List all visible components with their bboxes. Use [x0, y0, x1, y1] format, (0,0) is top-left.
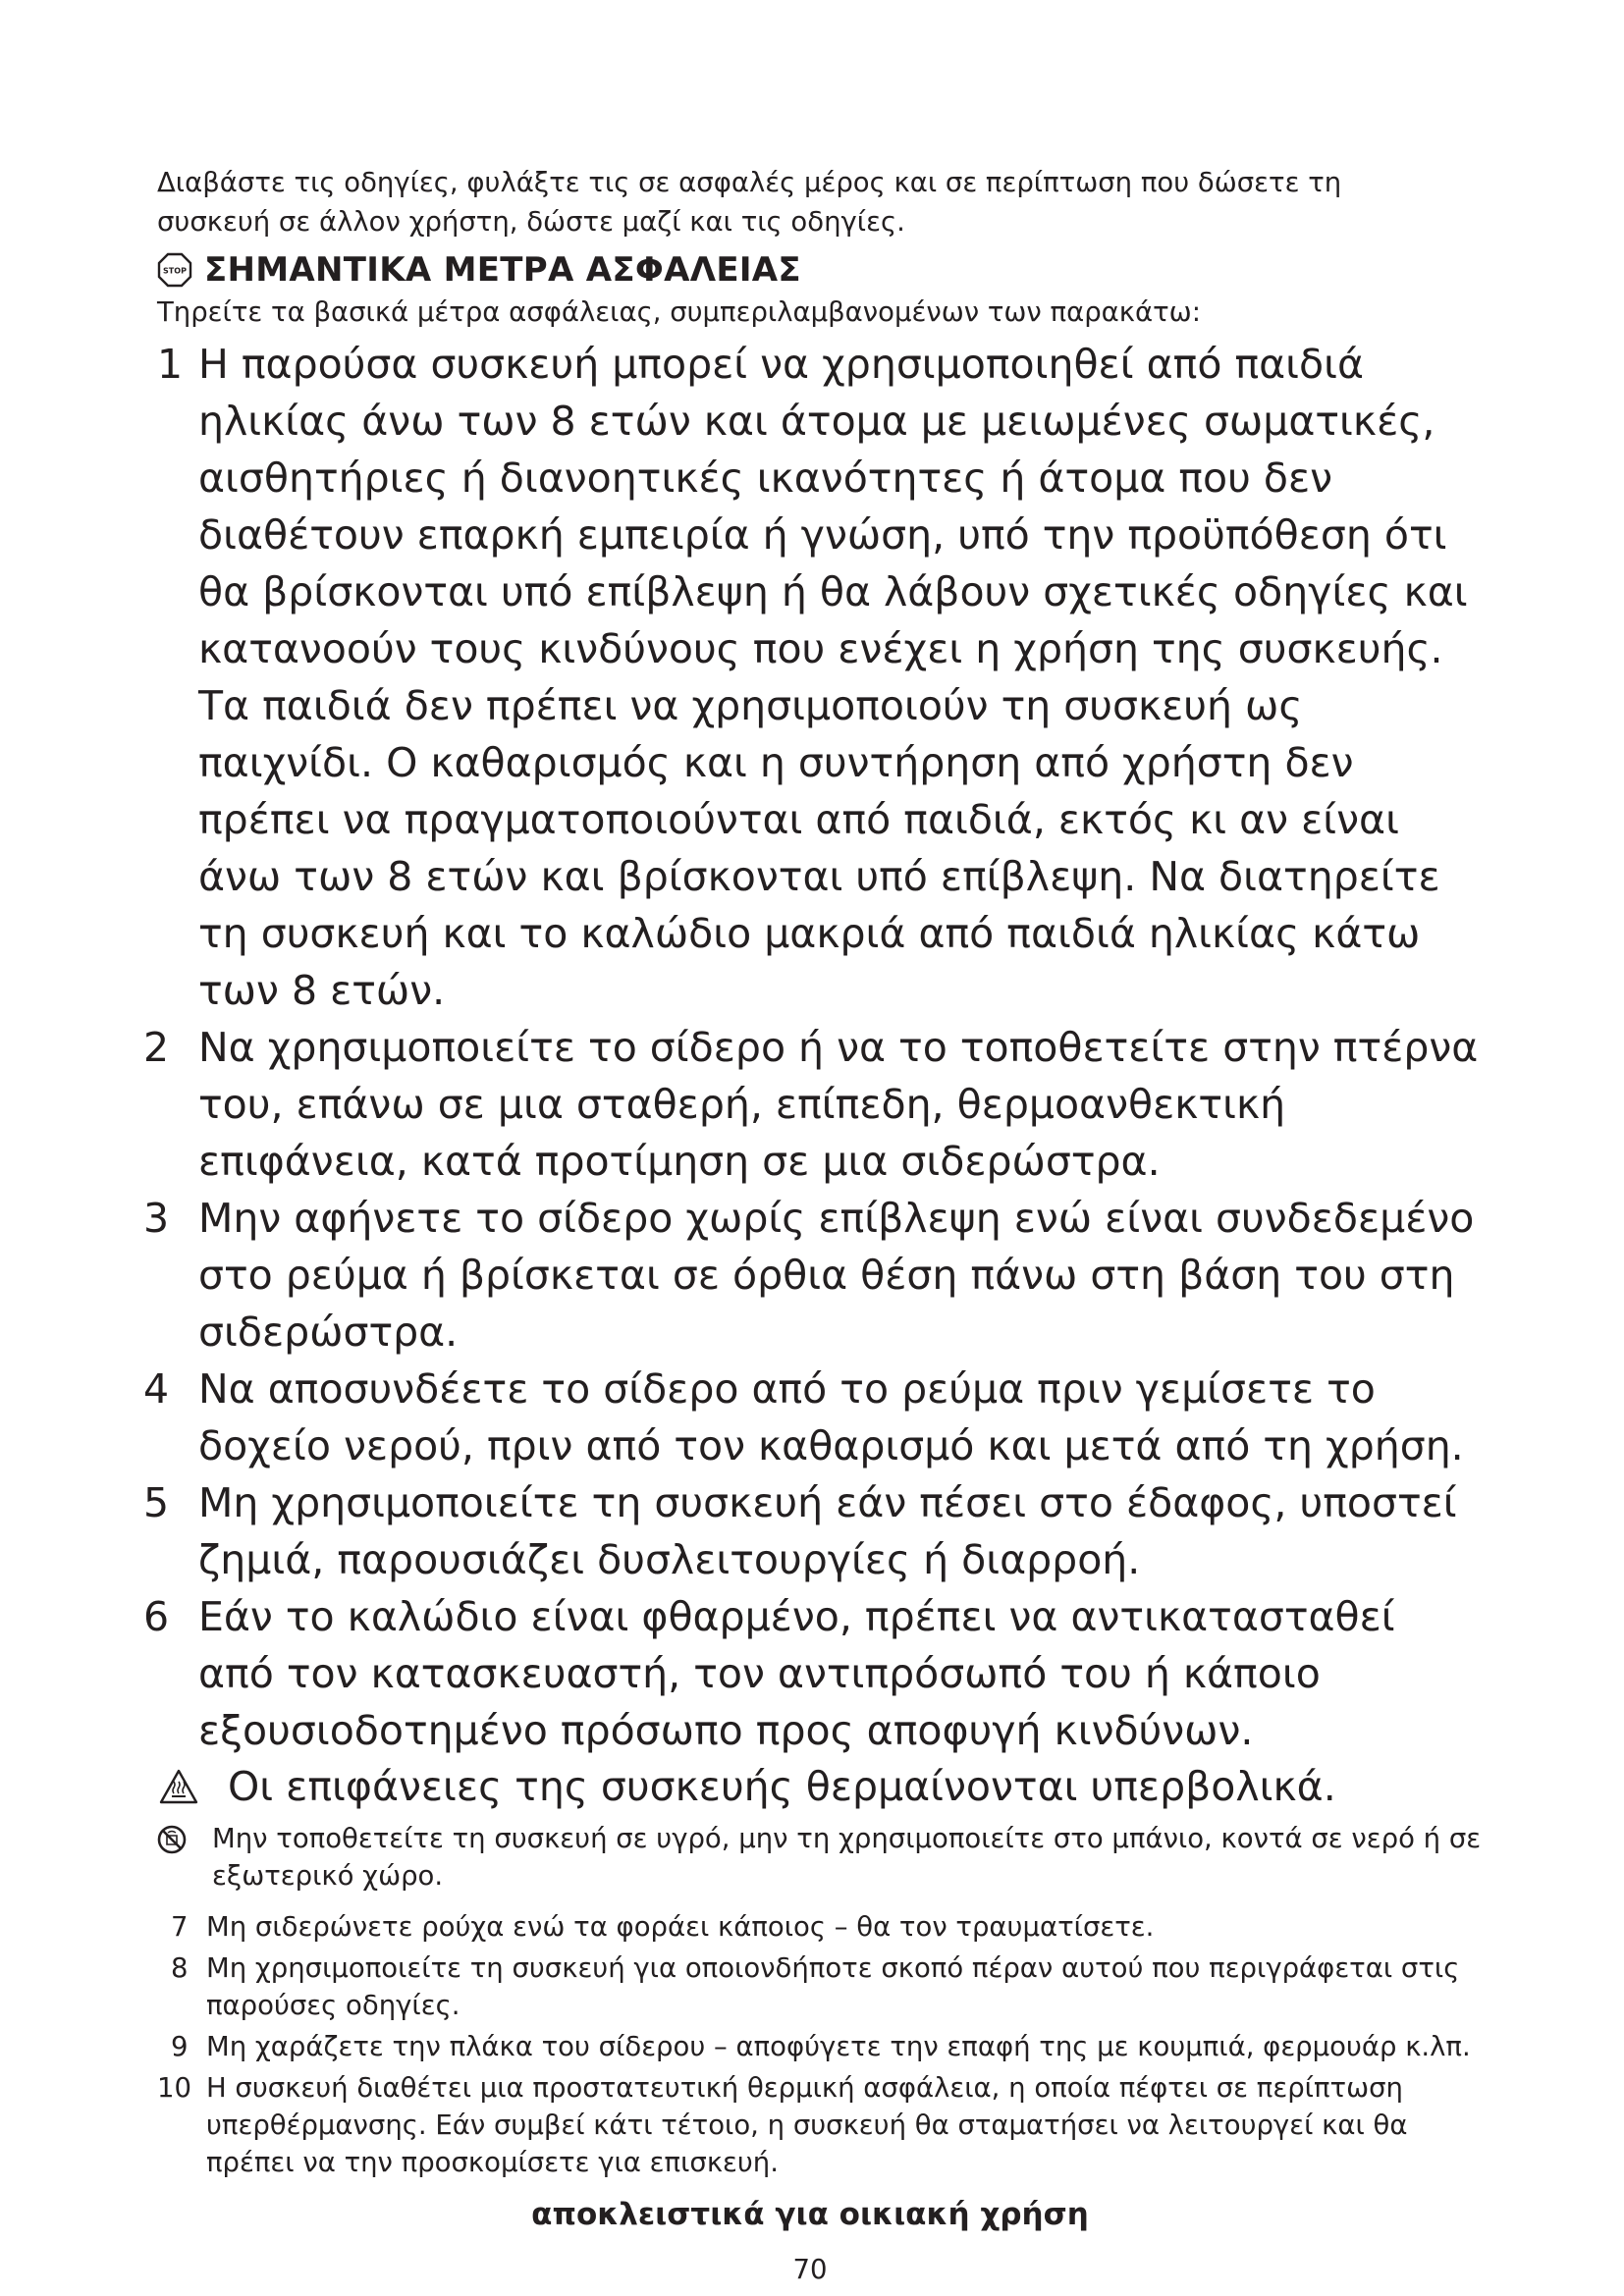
item-text: Μη χρησιμοποιείτε τη συσκευή για οποιονδήποτε σκοπό πέραν αυτού που περιγράφεται στις παρούσες οδηγίες. [206, 1952, 1460, 2021]
no-water-icon [157, 1825, 187, 1854]
water-warning [157, 1820, 1483, 1895]
water-warning-text: Μην τοποθετείτε τη συσκευή σε υγρό, μην τη χρησιμοποιείτε στο μπάνιο, κοντά σε νερό ή σε εξωτερικό χώρο. [212, 1823, 1482, 1892]
item-number: 1 [157, 341, 184, 388]
list-item [143, 1474, 1483, 1588]
item-number: 8 [171, 1952, 189, 1984]
item-text: Μην αφήνετε το σίδερο χωρίς επίβλεψη ενώ είναι συνδεδεμένο στο ρεύμα ή βρίσκεται σε όρθια θέση πάνω στη βάση του στη σιδερώστρα. [198, 1195, 1475, 1356]
item-text: Να αποσυνδέετε το σίδερο από το ρεύμα πριν γεμίσετε το δοχείο νερού, πριν από τον καθαρισμό και μετά από τη χρήση. [198, 1365, 1464, 1469]
item-text: Να χρησιμοποιείτε το σίδερο ή να το τοποθετείτε στην πτέρνα του, επάνω σε μια σταθερή, επίπεδη, θερμοανθεκτική επιφάνεια, κατά προτίμηση σε μια σιδερώστρα. [198, 1024, 1479, 1185]
hot-surface-warning [157, 1759, 1483, 1814]
list-item [143, 1190, 1483, 1361]
list-item [157, 1908, 1483, 1946]
list-item [143, 1361, 1483, 1474]
list-item [143, 1019, 1483, 1190]
page-number: 70 [792, 2254, 828, 2285]
household-use-note: αποκλειστικά για οικιακή χρήση [531, 2197, 1089, 2232]
list-item [157, 2069, 1483, 2181]
hot-warning-text: Οι επιφάνειες της συσκευής θερμαίνονται υπερβολικά. [228, 1763, 1336, 1810]
item-text: Μη χαράζετε την πλάκα του σίδερου – αποφύγετε την επαφή της με κουμπιά, φερμουάρ κ.λπ. [206, 2031, 1471, 2062]
document-page [143, 163, 1483, 2285]
item-text: Εάν το καλώδιο είναι φθαρμένο, πρέπει να αντικατασταθεί από τον κατασκευαστή, τον αντιπρόσωπό του ή κάποιο εξουσιοδοτημένο πρόσωπο προς αποφυγή κινδύνων. [198, 1593, 1395, 1754]
item-text: Μη σιδερώνετε ρούχα ενώ τα φοράει κάποιος – θα τον τραυματίσετε. [206, 1911, 1155, 1943]
item-number: 6 [143, 1593, 170, 1640]
additional-safety-list [157, 1908, 1483, 2181]
stop-icon [157, 252, 192, 288]
item-number: 3 [143, 1195, 170, 1242]
subheading-text: Τηρείτε τα βασικά μέτρα ασφάλειας, συμπεριλαμβανομένων των παρακάτω: [157, 296, 1201, 328]
item-number: 9 [171, 2031, 189, 2062]
list-item [143, 1588, 1483, 1759]
item-number: 4 [143, 1365, 170, 1413]
safety-heading [157, 247, 1483, 293]
item-number: 5 [143, 1479, 170, 1526]
list-item [157, 1949, 1483, 2024]
main-safety-list [143, 336, 1483, 1759]
intro-text: Διαβάστε τις οδηγίες, φυλάξτε τις σε ασφαλές μέρος και σε περίπτωση που δώσετε τη συσκευή σε άλλον χρήστη, δώστε μαζί και τις οδηγίες. [157, 167, 1342, 238]
item-text: Η παρούσα συσκευή μπορεί να χρησιμοποιηθεί από παιδιά ηλικίας άνω των 8 ετών και άτομα με μειωμένες σωματικές, αισθητήριες ή διανοητικές ικανότητες ή άτομα που δεν διαθέτουν επαρκή εμπειρία ή γνώση, υπό την προϋπόθεση ότι θα βρίσκονται υπό επίβλεψη ή θα λάβουν σχετικές οδηγίες και κατανοούν τους κινδύνους που ενέχει η χρήση της συσκευής. Τα παιδιά δεν πρέπει να χρησιμοποιούν τη συσκευή ως παιχνίδι. Ο καθαρισμός και η συντήρηση από χρήστη δεν πρέπει να πραγματοποιούνται από παιδιά, εκτός κι αν είναι άνω των 8 ετών και βρίσκονται υπό επίβλεψη. Να διατηρείτε τη συσκευή και το καλώδιο μακριά από παιδιά ηλικίας κάτω των 8 ετών. [198, 341, 1468, 1014]
item-text: Η συσκευή διαθέτει μια προστατευτική θερμική ασφάλεια, η οποία πέφτει σε περίπτωση υπερθέρμανσης. Εάν συμβεί κάτι τέτοιο, η συσκευή θα σταματήσει να λειτουργεί και θα πρέπει να την προσκομίσετε για επισκευή. [206, 2072, 1408, 2178]
list-item [157, 336, 1483, 1019]
heading-title: ΣΗΜΑΝΤΙΚΑ ΜΕΤΡΑ ΑΣΦΑΛΕΙΑΣ [204, 250, 801, 290]
item-number: 10 [157, 2072, 191, 2104]
svg-text:STOP: STOP [163, 266, 187, 276]
item-text: Μη χρησιμοποιείτε τη συσκευή εάν πέσει στο έδαφος, υποστεί ζημιά, παρουσιάζει δυσλειτουργίες ή διαρροή. [198, 1479, 1457, 1583]
list-item [157, 2028, 1483, 2065]
hot-surface-warning-icon [159, 1769, 198, 1804]
item-number: 7 [171, 1911, 189, 1943]
item-number: 2 [143, 1024, 170, 1071]
